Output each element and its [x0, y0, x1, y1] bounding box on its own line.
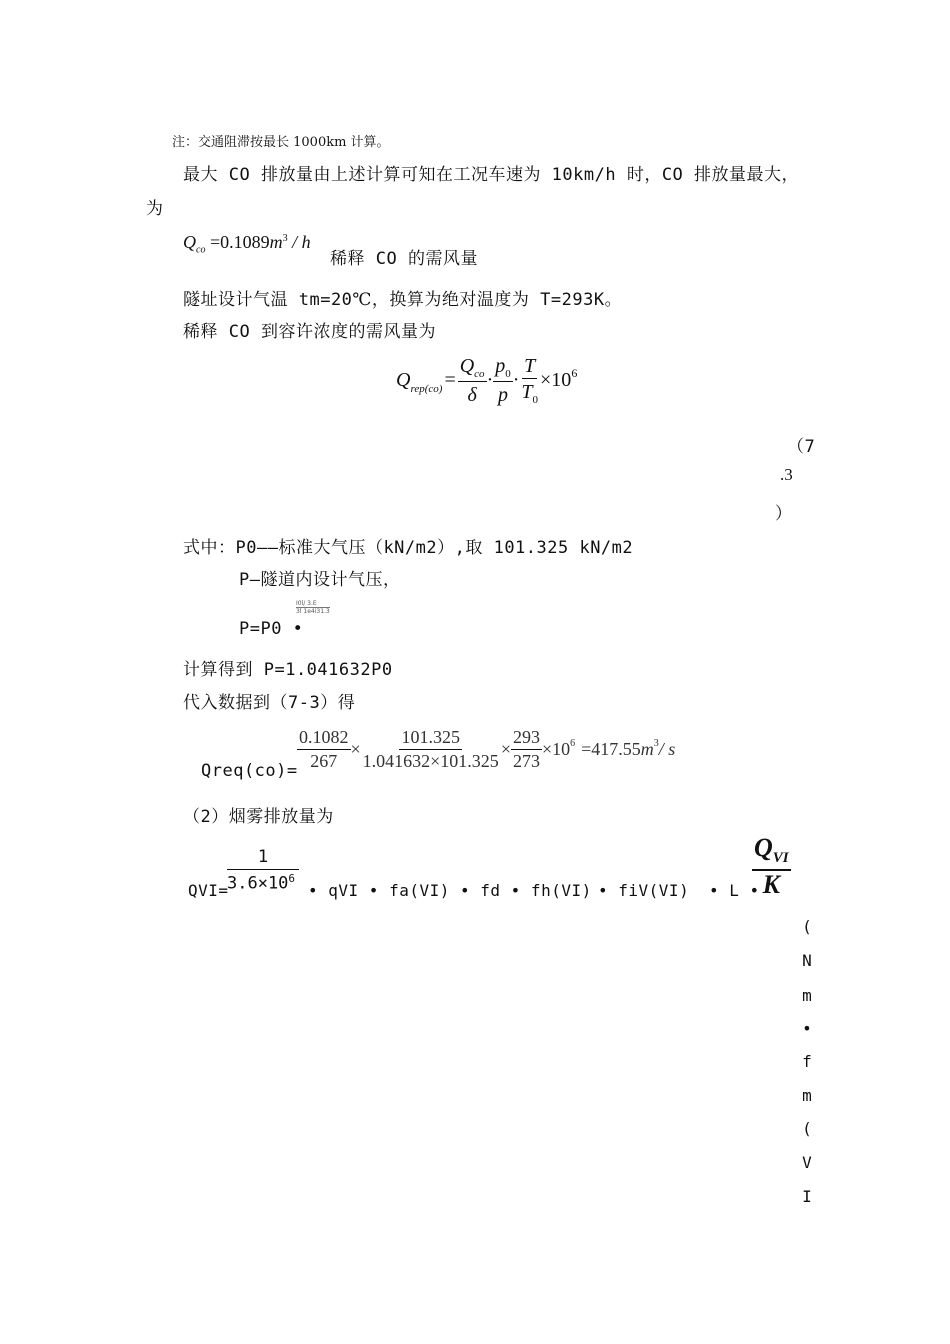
- formula-7-3: [396, 355, 577, 406]
- frac-num: 1: [227, 847, 299, 870]
- qvi-label: QVI=: [188, 881, 229, 900]
- big-frac-num: Q: [754, 833, 773, 862]
- times-sign: ×: [350, 739, 361, 760]
- formula-dot: ·: [486, 369, 494, 392]
- section-heading: （2）烟雾排放量为: [183, 807, 334, 827]
- qco-unit-h: / h: [287, 232, 311, 252]
- formula-exp: 6: [571, 366, 578, 381]
- frac-num: T: [524, 355, 536, 377]
- equation-number-part: .3: [780, 465, 793, 484]
- frac-den: 3.6×10: [227, 873, 289, 894]
- equation-number-part: （7: [787, 437, 816, 457]
- frac-num: 101.325: [399, 728, 462, 750]
- fraction-p0-p: [493, 355, 513, 406]
- formula-lhs: Q: [396, 369, 411, 392]
- qreq-result: =417.55: [581, 739, 641, 760]
- frac-den: δ: [467, 384, 477, 407]
- qco-trailing-text: 稀释 CO 的需风量: [330, 249, 478, 269]
- qvi-term: • L •: [709, 881, 760, 900]
- wrapped-char: •: [802, 1019, 812, 1038]
- qreq-fraction-2: [361, 728, 501, 772]
- paragraph-line: 最大 CO 排放量由上述计算可知在工况车速为 10km/h 时，CO 排放量最大，: [183, 165, 800, 185]
- qvi-term: • fiV(VI): [598, 881, 690, 900]
- frac-num-sub: co: [474, 368, 485, 380]
- qco-value: =0.1089: [209, 232, 270, 252]
- wrapped-char: m: [802, 1086, 812, 1105]
- qreq-formula: [297, 728, 675, 772]
- wrapped-char: I: [802, 1187, 812, 1206]
- fraction-t-t0: [519, 355, 540, 406]
- unit-m: m: [640, 739, 654, 760]
- unit-exp: 3: [653, 738, 659, 750]
- big-frac-den: K: [762, 870, 780, 900]
- exponent: 6: [570, 738, 576, 750]
- frac-den: 1.041632×101.325: [362, 750, 499, 771]
- frac-den-exp: 6: [288, 872, 296, 885]
- substitute-line: 代入数据到（7-3）得: [183, 693, 356, 713]
- frac-num: 293: [511, 728, 542, 750]
- qco-unit-exp: 3: [282, 233, 288, 244]
- p-formula-prefix: P=P0 •: [239, 619, 304, 639]
- frac-num: 0.1082: [297, 728, 351, 750]
- frac-num: p: [495, 355, 506, 377]
- fraction-qco-delta: [458, 355, 487, 406]
- wrapped-char: (: [802, 1119, 812, 1138]
- tiny-den: 3l 1e4i31.3: [296, 608, 330, 615]
- frac-num: Q: [459, 355, 475, 377]
- frac-den: 273: [512, 750, 540, 771]
- times-sign: ×: [500, 739, 511, 760]
- frac-den: p: [497, 384, 508, 407]
- equation-number-part: ）: [775, 504, 793, 524]
- calc-result: 计算得到 P=1.041632P0: [183, 660, 393, 680]
- formula-lhs-sub: rep: [410, 382, 425, 395]
- wrapped-char: m: [802, 986, 812, 1005]
- frac-den-sub: 0: [532, 394, 539, 406]
- formula-dot: ·: [512, 369, 520, 392]
- qreq-fraction-1: [297, 728, 351, 772]
- qvi-term: • fd • fh(VI): [460, 881, 592, 900]
- qco-sub: co: [196, 244, 206, 256]
- unit-s: / s: [658, 739, 676, 760]
- qco-unit-m: m: [269, 232, 283, 252]
- wrapped-char: N: [802, 951, 812, 970]
- p-definition-line: P—隧道内设计气压，: [239, 570, 401, 590]
- footnote: 注：交通阻滞按最长 1000km 计算。: [172, 135, 390, 150]
- wrapped-char: f: [802, 1052, 812, 1071]
- qvi-fraction: [227, 847, 299, 894]
- formula-times: ×10: [540, 369, 572, 392]
- wrapped-char: (: [802, 917, 812, 936]
- frac-num-sub: 0: [505, 368, 511, 380]
- frac-den: T: [521, 381, 533, 403]
- qco-symbol: Q: [183, 232, 196, 252]
- paragraph-line: 隧址设计气温 tm=20℃，换算为绝对温度为 T=293K。: [183, 290, 623, 310]
- big-frac-num-sub: VI: [772, 850, 789, 867]
- times-ten: ×10: [541, 739, 571, 760]
- tiny-num: I0l/ 3.E: [296, 600, 317, 607]
- paragraph-line: 稀释 CO 到容许浓度的需风量为: [183, 322, 436, 342]
- formula-eq: =: [444, 369, 456, 392]
- formula-lhs-sub-paren: (co): [424, 382, 443, 395]
- paragraph-line: 为: [146, 199, 164, 219]
- qreq-label: Qreq(co)=: [201, 761, 298, 781]
- p-formula-tiny-fraction: [296, 600, 330, 615]
- qreq-fraction-3: [511, 728, 542, 772]
- where-line: 式中：P0——标准大气压（kN/m2）,取 101.325 kN/m2: [183, 538, 634, 558]
- qvi-big-fraction: [752, 833, 791, 900]
- frac-den: 267: [310, 750, 338, 771]
- qvi-term: • qVI • fa(VI): [308, 881, 450, 900]
- wrapped-char: V: [802, 1153, 812, 1172]
- qco-formula: [183, 232, 311, 256]
